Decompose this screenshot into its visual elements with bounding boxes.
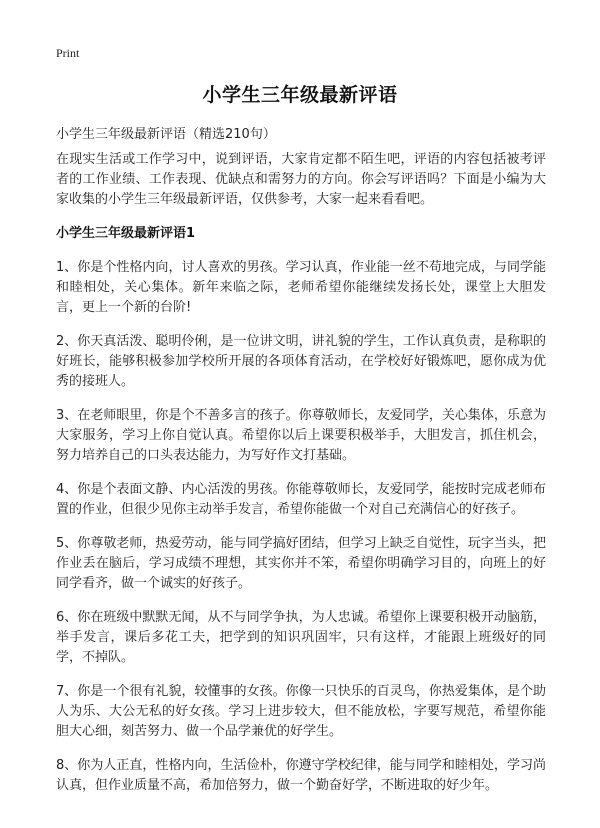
comment-paragraph: 5、你尊敬老师，热爱劳动，能与同学搞好团结，但学习上缺乏自觉性，玩字当头，把作业丢在脑后，学习成绩不理想，其实你并不笨，希望你明确学习目的，向班上的好同学看齐，做一个诚实的好孩子。 [56, 536, 546, 591]
intro-paragraph: 在现实生活或工作学习中，说到评语，大家肯定都不陌生吧，评语的内容包括被考评者的工作业绩、工作表现、优缺点和需努力的方向。你会写评语吗？下面是小编为大家收集的小学生三年级最新评语，仅供参考，大家一起来看看吧。 [56, 152, 546, 207]
comment-paragraph: 2、你天真活泼、聪明伶俐，是一位讲文明，讲礼貌的学生，工作认真负责，是称职的好班长，能够积极参加学校所开展的各项体育活动，在学校好好锻炼吧，愿你成为优秀的接班人。 [56, 334, 546, 389]
comment-paragraph: 4、你是个表面文静、内心活泼的男孩。你能尊敬师长，友爱同学，能按时完成老师布置的作业，但很少见你主动举手发言，希望你能做一个对自己充满信心的好孩子。 [56, 482, 546, 517]
page-title: 小学生三年级最新评语 [202, 84, 398, 106]
comment-paragraph: 3、在老师眼里，你是个不善多言的孩子。你尊敬师长，友爱同学，关心集体，乐意为大家服务，学习上你自觉认真。希望你以后上课要积极举手，大胆发言，抓住机会，努力培养自己的口头表达能力，为写好作文打基础。 [56, 408, 546, 463]
print-link[interactable]: Print [56, 46, 80, 60]
comment-paragraph: 1、你是个性格内向，讨人喜欢的男孩。学习认真，作业能一丝不苟地完成，与同学能和睦相处，关心集体。新年来临之际，老师希望你能继续发扬长处，课堂上大胆发言，更上一个新的台阶! [56, 260, 546, 315]
document-body [56, 150, 546, 810]
document-subtitle: 小学生三年级最新评语（精选210句） [56, 127, 276, 142]
comment-paragraph: 8、你为人正直，性格内向，生活俭朴，你遵守学校纪律，能与同学和睦相处，学习尚认真，但作业质量不高，希加倍努力，做一个勤奋好学，不断进取的好少年。 [56, 758, 546, 793]
comment-paragraph: 6、你在班级中默默无闻，从不与同学争执，为人忠诚。希望你上课要积极开动脑筋，举手发言，课后多花工夫，把学到的知识巩固牢，只有这样，才能跟上班级好的同学，不掉队。 [56, 610, 546, 665]
section-heading: 小学生三年级最新评语1 [56, 226, 196, 241]
comment-paragraph: 7、你是一个很有礼貌，较懂事的女孩。你像一只快乐的百灵鸟，你热爱集体，是个助人为乐、大公无私的好女孩。学习上进步较大，但不能放松，字要写规范，希望你能胆大心细，刻苦努力、做一个品学兼优的好学生。 [56, 684, 546, 739]
